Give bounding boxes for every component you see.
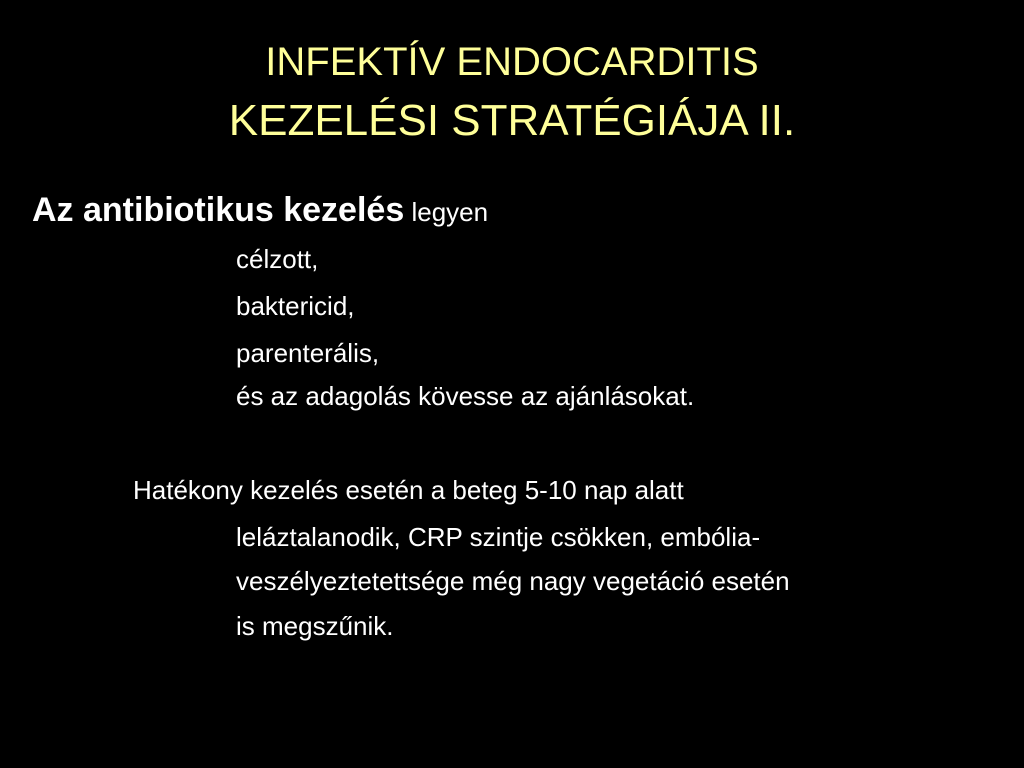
paragraph-1-item: célzott,	[236, 244, 319, 274]
paragraph-1-item: és az adagolás kövesse az ajánlásokat.	[236, 381, 695, 411]
slide-title-line-1: INFEKTÍV ENDOCARDITIS	[265, 40, 759, 84]
paragraph-1-item: baktericid,	[236, 291, 355, 321]
paragraph-2-line: Hatékony kezelés esetén a beteg 5-10 nap alatt	[133, 475, 684, 505]
paragraph-2-line: is megszűnik.	[236, 611, 394, 641]
paragraph-2-line: leláztalanodik, CRP szintje csökken, embólia-	[236, 522, 761, 552]
paragraph-1-lead-bold: Az antibiotikus kezelés	[32, 191, 405, 229]
slide-title-line-2: KEZELÉSI STRATÉGIÁJA II.	[228, 96, 796, 145]
paragraph-1-item: parenterális,	[236, 338, 380, 368]
paragraph-2-line: veszélyeztetettsége még nagy vegetáció esetén	[236, 566, 790, 596]
paragraph-1-lead	[32, 190, 488, 232]
paragraph-1-lead-rest: legyen	[411, 197, 489, 227]
